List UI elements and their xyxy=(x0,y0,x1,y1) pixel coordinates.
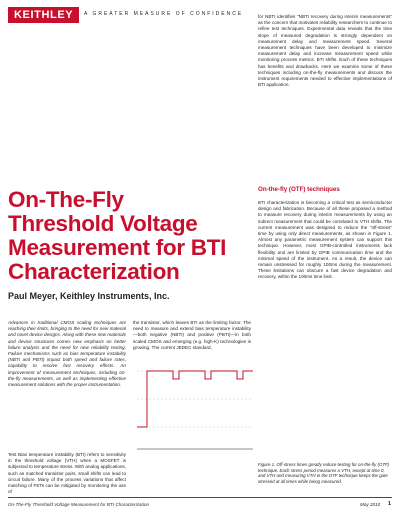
article-title xyxy=(8,188,258,284)
paragraph: Test Bias temperature instability (BTI) refers to sensitivity in the threshold voltage (VTH) when a MOSFET is subjected to temperature stress. With analog applications, such as matched transistor pairs, small shifts can lead to circuit failure. Many of the process variations that affect matching of FETs can be mitigated by monitoring the use of xyxy=(8,452,126,495)
tagline: A GREATER MEASURE OF CONFIDENCE xyxy=(84,11,244,17)
keithley-logo: KEITHLEY xyxy=(8,7,79,23)
title-line: Threshold Voltage xyxy=(8,211,198,236)
title-line: On-The-Fly xyxy=(8,187,124,212)
footer-title: On-The-Fly Threshold Voltage Measurement for BTI Characterization xyxy=(8,502,150,507)
paragraph: for NBTI identifies "NBTI recovery during interim measurements" as the concern that motivates reliability researchers to continue to refine test techniques. Experimental data reveals that the time slope of measured degradation is strongly dependent on measurement delay and measurement speed. Several measurement techniques have been developed to minimize measurement delay and increase measurement speed while monitoring process metrics. BTI shifts. Each of these techniques has benefits and drawbacks. Here we examine some of these techniques including on-the-fly measurements and discuss the instrument requirements needed to effective implementations of BTI application. xyxy=(258,14,392,88)
page-number: 1 xyxy=(388,501,392,507)
waveform-diagram xyxy=(133,349,258,459)
section-heading: On-the-fly (OTF) techniques xyxy=(258,186,340,193)
right-column-top-text xyxy=(258,14,392,94)
author-byline: Paul Meyer, Keithley Instruments, Inc. xyxy=(8,291,170,301)
paragraph: Advances in traditional CMOS scaling techniques are reaching their limits, bringing to the need for new material and novel device designs. Along with these new materials and device structures comes new emphasis on better failure analysis and the need for new reliability testing. Failure mechanisms such as bias temperature instability (NBTI and PBTI) impact both speed and failure rates, capability to resolve fast recovery effects. An improvement of measurement techniques, including on-the-fly measurements, as well as implementing effective measurement solutions with the proper instrumentation. xyxy=(8,320,126,388)
paragraph: the transistor, which leaves BTI as the limiting factor. The need to measure and extend bias temperature instability—both negative (NBTI) and positive (PBTI)—in both scaled CMOS and emerging (e.g. high-K) technologies is growing. The current JEDEC standard, xyxy=(133,320,251,350)
abstract xyxy=(8,320,126,394)
footer-rule xyxy=(8,497,392,498)
right-column-text xyxy=(258,200,392,287)
left-column-text xyxy=(8,452,126,501)
title-line: Characterization xyxy=(8,259,180,284)
paragraph: BTI characterization is becoming a critical test as semiconductor design and fabrication. Because of all these proposed a method to measure recovery during interim measurements by using an indirect measurement that could be correlated to VTH shifts. The current measurement was designed to reduce the "off-stress" time by using only direct measurements, as shown in Figure 1. Almost any parametric measurement system can support this technique. However, most GPIB-controlled instruments lack flexibility and are limited by GPIB communication time and the minimal speed of the instrument. As a result, the device can remain unstressed for roughly 100ms during the measurement. These limitations can obscure a fast device degradation and recovery, within the 100ms time limit. xyxy=(258,200,392,280)
figure-caption: Figure 1. Off-stress times greatly reduce testing for on-the-fly (OTF) technique. Each stress period measures a VTH, except at time 0, and VTH and measuring VTH in the OTF technique keeps the gate stressed at all times while being measured. xyxy=(258,462,390,484)
title-line: Measurement for BTI xyxy=(8,235,227,260)
footer-date: May 2010 xyxy=(360,502,381,507)
